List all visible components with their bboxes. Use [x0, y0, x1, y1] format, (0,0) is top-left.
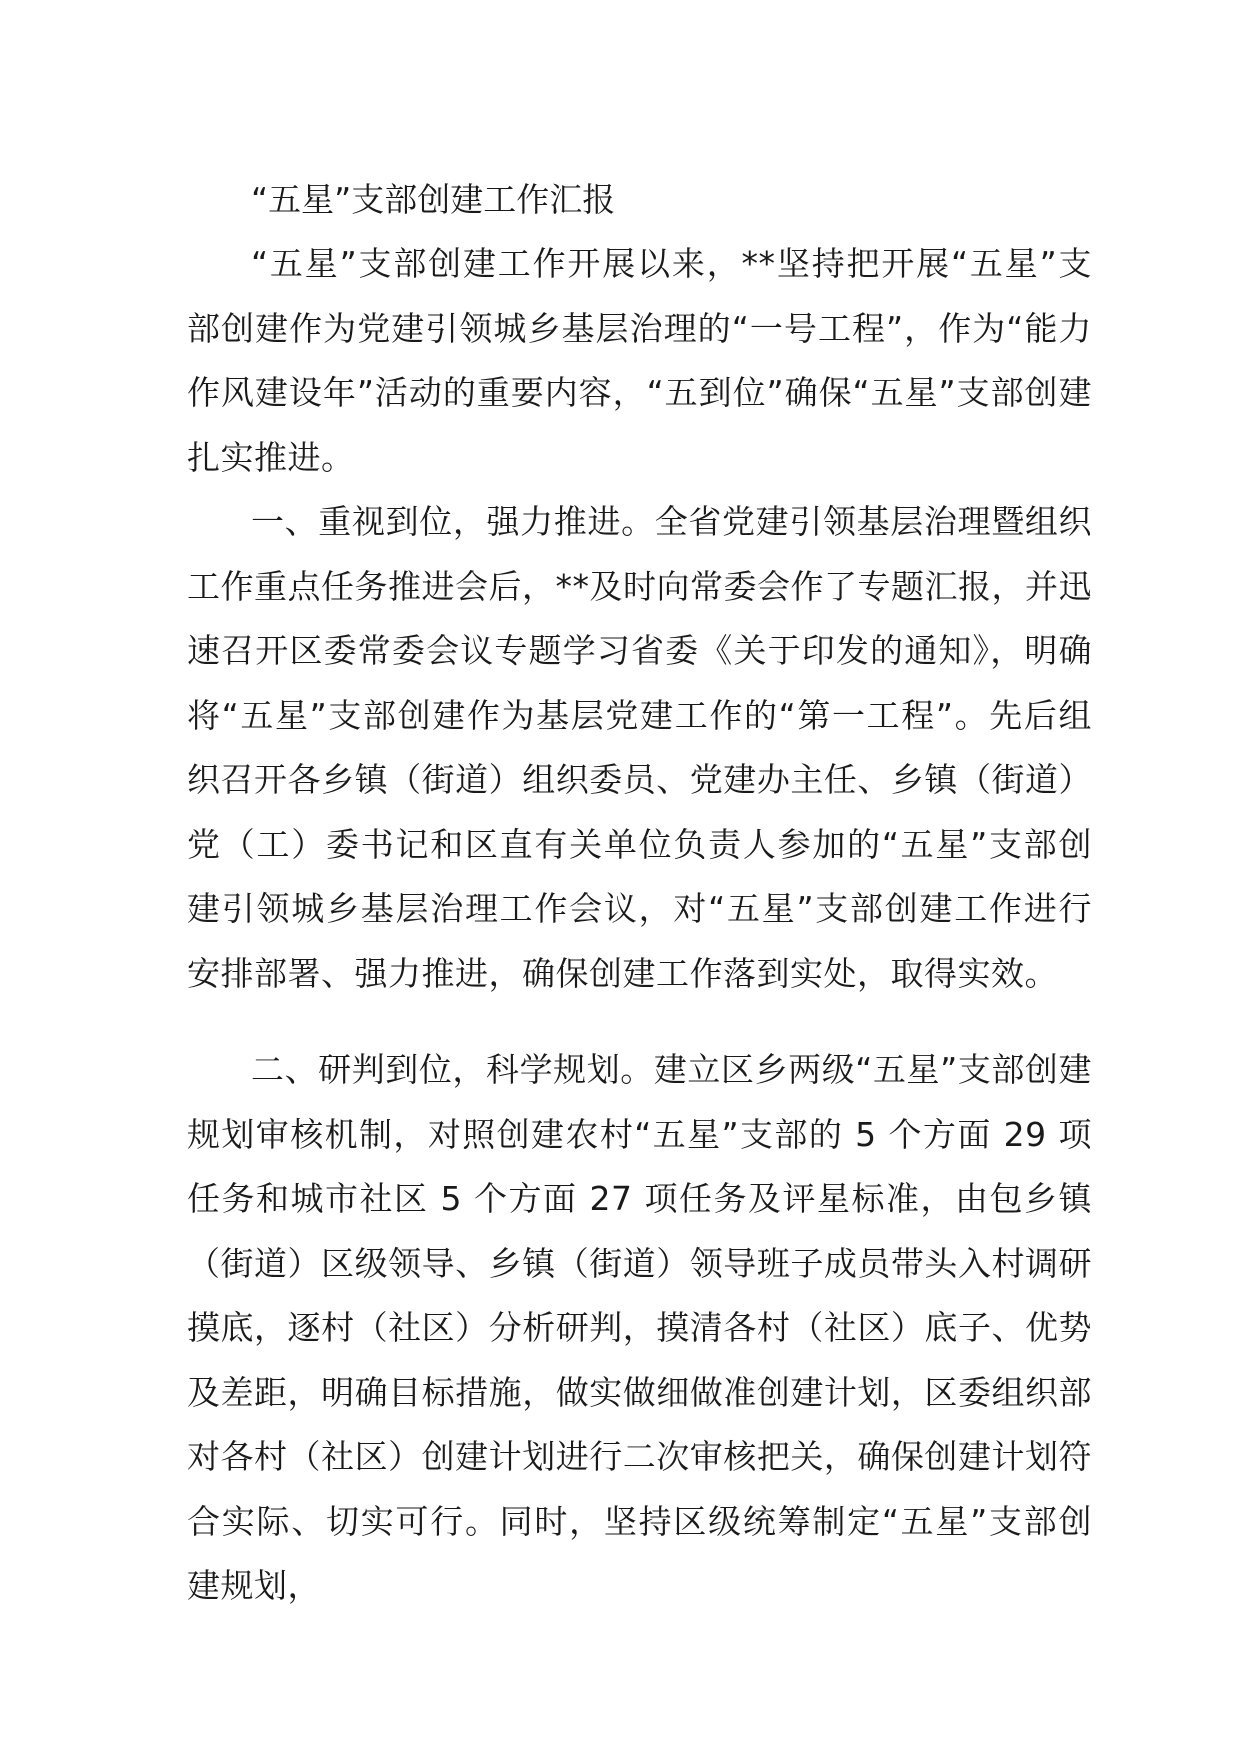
intro-paragraph: “五星”支部创建工作开展以来，**坚持把开展“五星”支部创建作为党建引领城乡基层治理的“一号工程”，作为“能力作风建设年”活动的重要内容，“五到位”确保“五星”支部创建扎实推进。	[187, 244, 1092, 477]
section-two-paragraph: 二、研判到位，科学规划。建立区乡两级“五星”支部创建规划审核机制，对照创建农村“五星”支部的 5 个方面 29 项任务和城市社区 5 个方面 27 项任务及评星标准，由包乡镇（街道）区级领导、乡镇（街道）领导班子成员带头入村调研摸底，逐村（社区）分析研判，摸清各村（社区）底子、优势及差距，明确目标措施，做实做细做准创建计划，区委组织部对各村（社区）创建计划进行二次审核把关，确保创建计划符合实际、切实可行。同时，坚持区级统筹制定“五星”支部创建规划，	[187, 1050, 1092, 1605]
section-one-paragraph: 一、重视到位，强力推进。全省党建引领基层治理暨组织工作重点任务推进会后，**及时向常委会作了专题汇报，并迅速召开区委常委会议专题学习省委《关于印发的通知》，明确将“五星”支部创建作为基层党建工作的“第一工程”。先后组织召开各乡镇（街道）组织委员、党建办主任、乡镇（街道）党（工）委书记和区直有关单位负责人参加的“五星”支部创建引领城乡基层治理工作会议，对“五星”支部创建工作进行安排部署、强力推进，确保创建工作落到实处，取得实效。	[187, 502, 1092, 993]
document-title: “五星”支部创建工作汇报	[251, 180, 616, 219]
document-page	[187, 168, 1092, 1619]
paragraph-spacer	[187, 1006, 1092, 1038]
